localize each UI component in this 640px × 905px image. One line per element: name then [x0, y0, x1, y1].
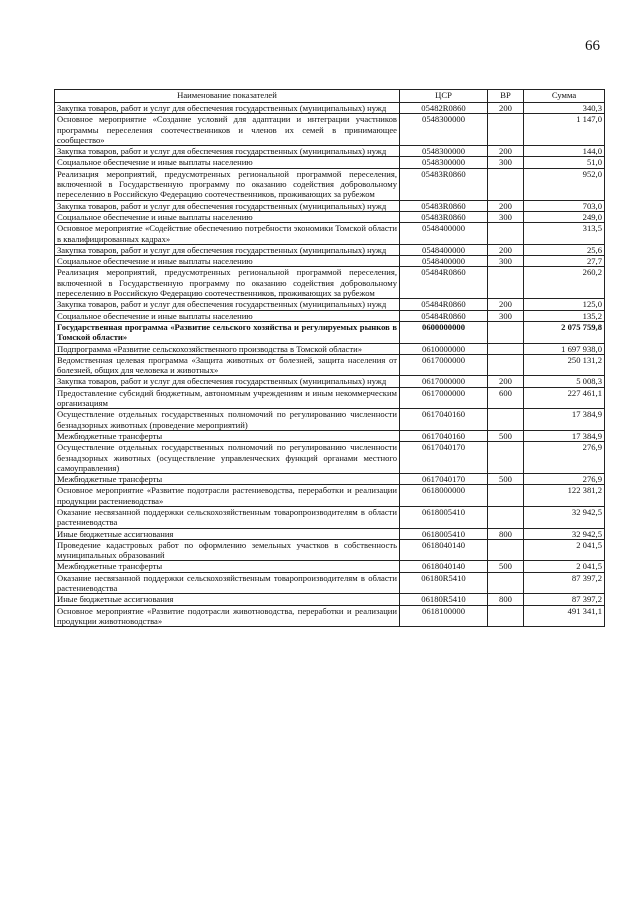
cell-csr: 0617000000 — [400, 387, 488, 409]
cell-csr: 0617040170 — [400, 474, 488, 485]
table-row — [55, 299, 605, 310]
cell-csr: 0548300000 — [400, 146, 488, 157]
cell-name: Осуществление отдельных государственных полномочий по регулированию численности безнадзорных животных (осуществление управленческих функций органами местного самоуправления) — [55, 442, 400, 474]
cell-vr: 300 — [488, 157, 524, 168]
cell-csr: 05484R0860 — [400, 299, 488, 310]
cell-sum: 1 147,0 — [524, 114, 605, 146]
cell-sum: 340,3 — [524, 103, 605, 114]
table-row — [55, 103, 605, 114]
cell-csr: 0617000000 — [400, 376, 488, 387]
cell-name: Государственная программа «Развитие сельского хозяйства и регулируемых рынков в Томской области» — [55, 321, 400, 343]
cell-name: Межбюджетные трансферты — [55, 430, 400, 441]
cell-sum: 1 697 938,0 — [524, 343, 605, 354]
cell-csr: 0610000000 — [400, 343, 488, 354]
cell-name: Межбюджетные трансферты — [55, 561, 400, 572]
cell-vr: 500 — [488, 561, 524, 572]
cell-csr: 0548400000 — [400, 256, 488, 267]
cell-name: Предоставление субсидий бюджетным, автономным учреждениям и иным некоммерческим организациям — [55, 387, 400, 409]
cell-csr: 0548300000 — [400, 157, 488, 168]
cell-name: Закупка товаров, работ и услуг для обеспечения государственных (муниципальных) нужд — [55, 299, 400, 310]
header-name: Наименование показателей — [55, 90, 400, 103]
cell-csr: 0548300000 — [400, 114, 488, 146]
cell-sum: 32 942,5 — [524, 506, 605, 528]
cell-vr: 300 — [488, 256, 524, 267]
cell-sum: 276,9 — [524, 442, 605, 474]
budget-table — [54, 89, 605, 627]
cell-csr: 0600000000 — [400, 321, 488, 343]
cell-csr: 0618000000 — [400, 485, 488, 507]
cell-name: Социальное обеспечение и иные выплаты населению — [55, 310, 400, 321]
table-row — [55, 561, 605, 572]
cell-name: Социальное обеспечение и иные выплаты населению — [55, 157, 400, 168]
cell-vr — [488, 506, 524, 528]
cell-name: Оказание несвязанной поддержки сельскохозяйственным товаропроизводителям в области растениеводства — [55, 572, 400, 594]
cell-name: Основное мероприятие «Создание условий для адаптации и интеграции участников программы переселения соотечественников и членов их семей в принимающее сообщество» — [55, 114, 400, 146]
cell-csr: 0617040160 — [400, 430, 488, 441]
cell-name: Иные бюджетные ассигнования — [55, 528, 400, 539]
cell-csr: 05483R0860 — [400, 211, 488, 222]
cell-vr — [488, 605, 524, 627]
cell-name: Оказание несвязанной поддержки сельскохозяйственным товаропроизводителям в области растениеводства — [55, 506, 400, 528]
cell-name: Закупка товаров, работ и услуг для обеспечения государственных (муниципальных) нужд — [55, 200, 400, 211]
table-row — [55, 256, 605, 267]
cell-vr — [488, 168, 524, 200]
table-row — [55, 310, 605, 321]
cell-csr: 0548400000 — [400, 244, 488, 255]
table-row — [55, 594, 605, 605]
cell-sum: 2 041,5 — [524, 539, 605, 561]
table-row — [55, 343, 605, 354]
cell-name: Проведение кадастровых работ по оформлению земельных участков в собственность муниципальных образований — [55, 539, 400, 561]
cell-sum: 2 075 759,8 — [524, 321, 605, 343]
cell-name: Основное мероприятие «Развитие подотрасли животноводства, переработки и реализации продукции животноводства» — [55, 605, 400, 627]
cell-sum: 260,2 — [524, 267, 605, 299]
cell-csr: 05482R0860 — [400, 103, 488, 114]
cell-sum: 27,7 — [524, 256, 605, 267]
table-row — [55, 114, 605, 146]
cell-name: Осуществление отдельных государственных полномочий по регулированию численности безнадзорных животных (проведение мероприятий) — [55, 409, 400, 431]
cell-sum: 249,0 — [524, 211, 605, 222]
cell-sum: 87 397,2 — [524, 572, 605, 594]
cell-csr: 0618005410 — [400, 506, 488, 528]
cell-vr: 200 — [488, 200, 524, 211]
cell-vr: 800 — [488, 528, 524, 539]
cell-csr: 0618005410 — [400, 528, 488, 539]
table-row — [55, 146, 605, 157]
cell-csr: 0548400000 — [400, 223, 488, 245]
table-row — [55, 321, 605, 343]
cell-sum: 313,5 — [524, 223, 605, 245]
table-row — [55, 430, 605, 441]
header-vr: ВР — [488, 90, 524, 103]
cell-vr — [488, 114, 524, 146]
cell-vr — [488, 572, 524, 594]
cell-name: Основное мероприятие «Развитие подотрасли растениеводства, переработки и реализации продукции растениеводства» — [55, 485, 400, 507]
cell-vr — [488, 539, 524, 561]
cell-name: Социальное обеспечение и иные выплаты населению — [55, 256, 400, 267]
cell-sum: 250 131,2 — [524, 354, 605, 376]
cell-vr — [488, 442, 524, 474]
header-sum: Сумма — [524, 90, 605, 103]
cell-vr: 300 — [488, 310, 524, 321]
table-row — [55, 605, 605, 627]
table-row — [55, 539, 605, 561]
table-header-row — [55, 90, 605, 103]
cell-sum: 227 461,1 — [524, 387, 605, 409]
cell-sum: 25,6 — [524, 244, 605, 255]
cell-name: Закупка товаров, работ и услуг для обеспечения государственных (муниципальных) нужд — [55, 103, 400, 114]
cell-sum: 125,0 — [524, 299, 605, 310]
cell-vr: 200 — [488, 103, 524, 114]
cell-csr: 05483R0860 — [400, 200, 488, 211]
cell-vr: 800 — [488, 594, 524, 605]
cell-csr: 0617040170 — [400, 442, 488, 474]
cell-vr — [488, 354, 524, 376]
cell-vr — [488, 409, 524, 431]
table-row — [55, 168, 605, 200]
cell-name: Закупка товаров, работ и услуг для обеспечения государственных (муниципальных) нужд — [55, 244, 400, 255]
cell-name: Реализация мероприятий, предусмотренных региональной программой переселения, включенной в Государственную программу по оказанию содействия добровольному переселению в Российскую Федерацию соотечественников, проживающих за рубежом — [55, 168, 400, 200]
table-row — [55, 572, 605, 594]
cell-csr: 0617040160 — [400, 409, 488, 431]
cell-sum: 703,0 — [524, 200, 605, 211]
cell-sum: 51,0 — [524, 157, 605, 168]
table-row — [55, 354, 605, 376]
table-row — [55, 200, 605, 211]
table-row — [55, 223, 605, 245]
cell-sum: 17 384,9 — [524, 409, 605, 431]
cell-vr — [488, 343, 524, 354]
cell-sum: 952,0 — [524, 168, 605, 200]
table-row — [55, 506, 605, 528]
cell-vr: 200 — [488, 146, 524, 157]
cell-name: Основное мероприятие «Содействие обеспечению потребности экономики Томской области в квалифицированных кадрах» — [55, 223, 400, 245]
table-row — [55, 244, 605, 255]
table-row — [55, 474, 605, 485]
cell-vr: 200 — [488, 376, 524, 387]
cell-vr — [488, 321, 524, 343]
cell-sum: 87 397,2 — [524, 594, 605, 605]
cell-csr: 05484R0860 — [400, 267, 488, 299]
header-csr: ЦСР — [400, 90, 488, 103]
cell-name: Ведомственная целевая программа «Защита животных от болезней, защита населения от болезней, общих для человека и животных» — [55, 354, 400, 376]
table-row — [55, 387, 605, 409]
table-body — [55, 103, 605, 627]
cell-vr — [488, 267, 524, 299]
table-row — [55, 376, 605, 387]
cell-csr: 05483R0860 — [400, 168, 488, 200]
cell-sum: 144,0 — [524, 146, 605, 157]
cell-sum: 5 008,3 — [524, 376, 605, 387]
cell-vr: 200 — [488, 244, 524, 255]
cell-sum: 491 341,1 — [524, 605, 605, 627]
cell-vr: 200 — [488, 299, 524, 310]
table-row — [55, 409, 605, 431]
cell-sum: 2 041,5 — [524, 561, 605, 572]
cell-sum: 32 942,5 — [524, 528, 605, 539]
cell-sum: 135,2 — [524, 310, 605, 321]
cell-sum: 276,9 — [524, 474, 605, 485]
cell-name: Подпрограмма «Развитие сельскохозяйственного производства в Томской области» — [55, 343, 400, 354]
table-row — [55, 157, 605, 168]
cell-vr: 500 — [488, 430, 524, 441]
cell-csr: 0618040140 — [400, 539, 488, 561]
cell-sum: 17 384,9 — [524, 430, 605, 441]
cell-csr: 0618100000 — [400, 605, 488, 627]
cell-name: Закупка товаров, работ и услуг для обеспечения государственных (муниципальных) нужд — [55, 376, 400, 387]
cell-sum: 122 381,2 — [524, 485, 605, 507]
cell-name: Закупка товаров, работ и услуг для обеспечения государственных (муниципальных) нужд — [55, 146, 400, 157]
cell-vr: 500 — [488, 474, 524, 485]
cell-csr: 05484R0860 — [400, 310, 488, 321]
table-row — [55, 442, 605, 474]
table-row — [55, 528, 605, 539]
cell-name: Межбюджетные трансферты — [55, 474, 400, 485]
cell-csr: 06180R5410 — [400, 572, 488, 594]
table-row — [55, 211, 605, 222]
page-number: 66 — [585, 38, 600, 54]
cell-name: Реализация мероприятий, предусмотренных региональной программой переселения, включенной в Государственную программу по оказанию содействия добровольному переселению в Российскую Федерацию соотечественников, проживающих за рубежом — [55, 267, 400, 299]
cell-name: Иные бюджетные ассигнования — [55, 594, 400, 605]
cell-vr — [488, 485, 524, 507]
cell-csr: 0618040140 — [400, 561, 488, 572]
cell-vr: 300 — [488, 211, 524, 222]
table-row — [55, 485, 605, 507]
cell-vr: 600 — [488, 387, 524, 409]
cell-vr — [488, 223, 524, 245]
cell-csr: 0617000000 — [400, 354, 488, 376]
table-row — [55, 267, 605, 299]
cell-name: Социальное обеспечение и иные выплаты населению — [55, 211, 400, 222]
cell-csr: 06180R5410 — [400, 594, 488, 605]
